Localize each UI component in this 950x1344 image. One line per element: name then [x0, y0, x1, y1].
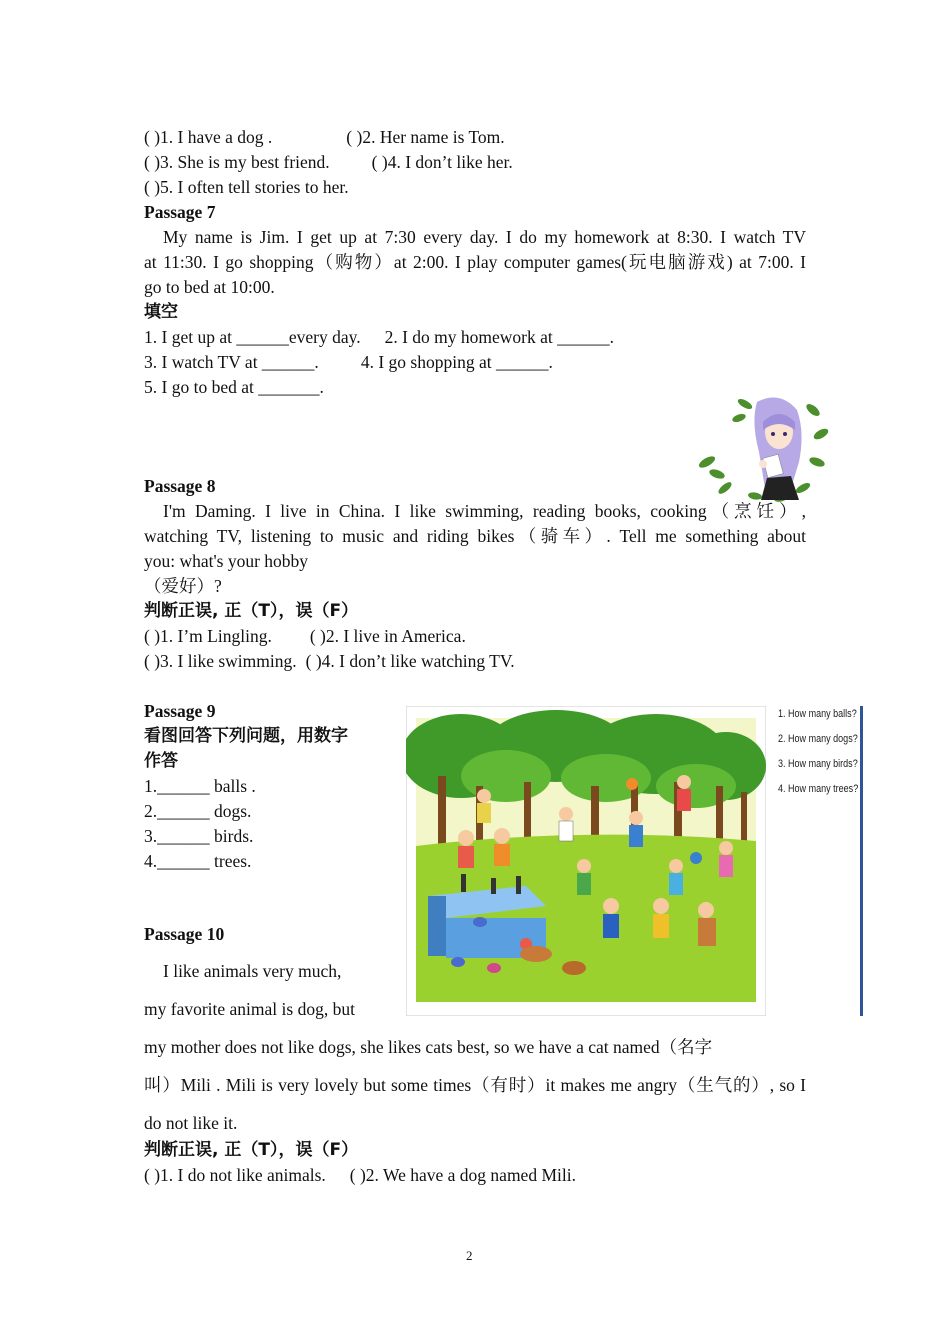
- passage-9-title: Passage 9: [144, 701, 216, 721]
- p6-q1: ( )1. I have a dog .: [144, 127, 273, 147]
- p7-instruction: 填空: [144, 302, 178, 322]
- p7-q1: 1. I get up at ______every day.: [144, 327, 361, 347]
- p8-q3: ( )3. I like swimming.: [144, 651, 297, 671]
- p6-q3: ( )3. She is my best friend.: [144, 152, 330, 172]
- p6-q4: ( )4. I don’t like her.: [371, 152, 513, 172]
- p9-instruction-line1: 看图回答下列问题，用数字: [144, 726, 348, 746]
- p7-q5: 5. I go to bed at _______.: [144, 377, 324, 397]
- p7-q3: 3. I watch TV at ______.: [144, 352, 319, 372]
- p7-q4: 4. I go shopping at ______.: [360, 352, 553, 372]
- picture-questions-panel: [772, 706, 863, 1016]
- p9-q3: 3.______ birds.: [144, 826, 254, 846]
- p10-q2: ( )2. We have a dog named Mili.: [349, 1165, 576, 1185]
- p7-text-line3: go to bed at 10:00.: [144, 277, 275, 297]
- p10-instruction: 判断正误, 正（T），误（F）: [144, 1140, 359, 1160]
- p8-row2: [144, 650, 515, 672]
- passage-7-title: Passage 7: [144, 202, 216, 222]
- girl-reading-illustration: [695, 392, 830, 504]
- p6-q2: ( )2. Her name is Tom.: [346, 127, 505, 147]
- p8-q4: ( )4. I don’t like watching TV.: [305, 651, 515, 671]
- p9-q1: 1.______ balls .: [144, 776, 256, 796]
- p10-text-line1: I like animals very much,: [163, 961, 342, 981]
- p6-q5: ( )5. I often tell stories to her.: [144, 177, 349, 197]
- p7-text-line1: My name is Jim. I get up at 7:30 every day. I do my homework at 8:30. I watch TV: [163, 227, 806, 247]
- p7-q2: 2. I do my homework at ______.: [384, 327, 615, 347]
- p10-q1: ( )1. I do not like animals.: [144, 1165, 326, 1185]
- p10-text-line2: my favorite animal is dog, but: [144, 999, 355, 1019]
- p7-text-line2: at 11:30. I go shopping（购物）at 2:00. I play computer games(玩电脑游戏) at 7:00. I: [144, 252, 806, 272]
- p10-text-line5: do not like it.: [144, 1113, 238, 1133]
- p6-row2: [144, 151, 513, 173]
- p8-q2: ( )2. I live in America.: [309, 626, 466, 646]
- p9-instruction-line2: 作答: [144, 751, 178, 771]
- p7-row1: [144, 326, 614, 348]
- p7-row2: [144, 351, 553, 373]
- p8-q1: ( )1. I’m Lingling.: [144, 626, 272, 646]
- park-picture: [406, 706, 766, 1016]
- p8-text-line4: （爱好）?: [144, 576, 222, 596]
- img-q1: 1. How many balls?: [778, 708, 857, 720]
- p10-text-line3: my mother does not like dogs, she likes cats best, so we have a cat named（名字: [144, 1037, 713, 1057]
- img-q2: 2. How many dogs?: [778, 733, 858, 745]
- page-number: 2: [466, 1248, 473, 1263]
- passage-8-title: Passage 8: [144, 476, 216, 496]
- p8-text-line3: you: what's your hobby: [144, 551, 309, 571]
- img-q3: 3. How many birds?: [778, 758, 858, 770]
- p6-row1: [144, 126, 505, 148]
- p9-q4: 4.______ trees.: [144, 851, 252, 871]
- p8-text-line2: watching TV, listening to music and riding bikes（骑车）. Tell me something about: [144, 526, 806, 546]
- p10-row1: [144, 1164, 576, 1186]
- p10-text-line4: 叫）Mili . Mili is very lovely but some times（有时）it makes me angry（生气的）, so I: [144, 1075, 806, 1095]
- p9-q2: 2.______ dogs.: [144, 801, 252, 821]
- p8-row1: [144, 625, 466, 647]
- p8-text-line1: I'm Daming. I live in China. I like swimming, reading books, cooking（烹饪）,: [163, 501, 806, 521]
- img-q4: 4. How many trees?: [778, 783, 859, 795]
- p8-instruction: 判断正误, 正（T），误（F）: [144, 601, 359, 621]
- passage-10-title: Passage 10: [144, 924, 225, 944]
